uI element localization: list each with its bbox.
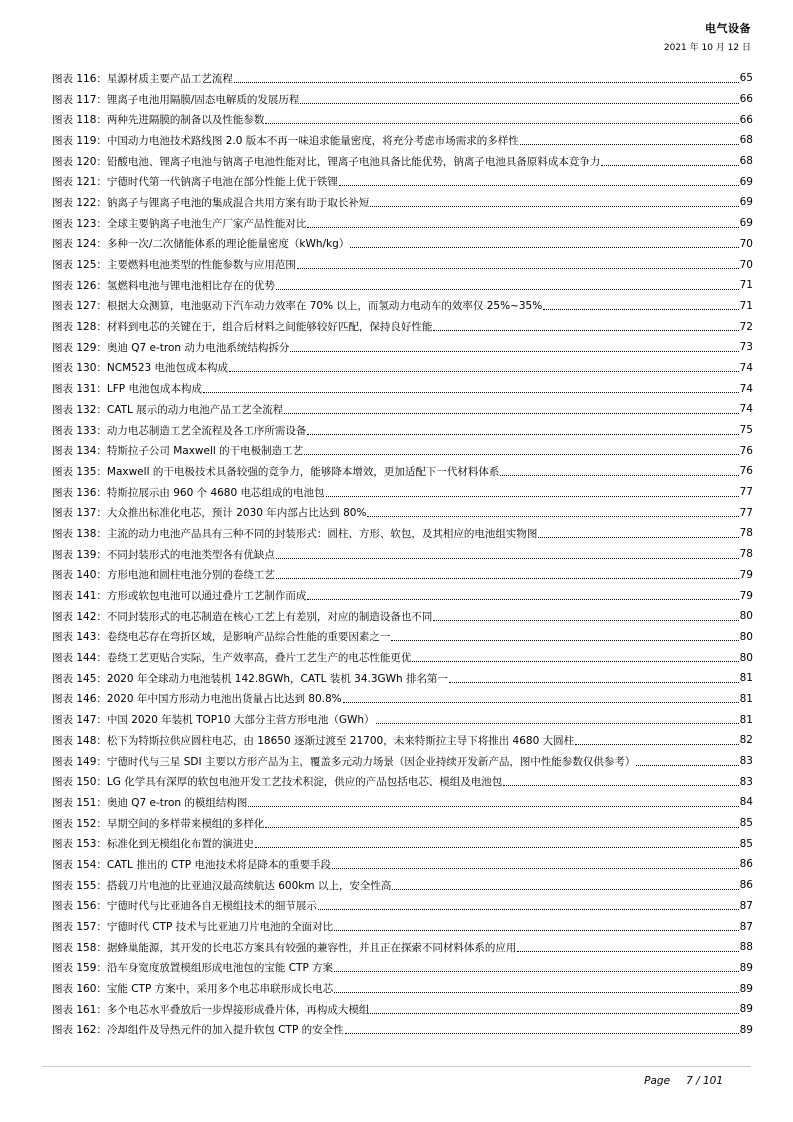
toc-entry-label: 图表 160： [52, 983, 107, 996]
toc-entry-page: 77 [739, 486, 753, 499]
toc-entry-label: 图表 147： [52, 714, 107, 727]
toc-entry-page: 79 [739, 589, 753, 602]
toc-dot-leader [284, 413, 738, 414]
toc-entry[interactable] [52, 523, 753, 544]
toc-entry-title: 方形或软包电池可以通过叠片工艺制作而成 [106, 590, 307, 603]
toc-entry-page: 78 [739, 548, 753, 561]
toc-entry-page: 80 [739, 630, 753, 643]
toc-entry[interactable] [52, 813, 753, 834]
toc-entry-title: 松下为特斯拉供应圆柱电芯，由 18650 逐渐过渡至 21700，未来特斯拉主导下将推出 4680 大圆柱 [106, 734, 575, 747]
toc-dot-leader [307, 227, 738, 228]
toc-entry-page: 68 [739, 155, 753, 168]
toc-entry-label: 图表 133： [52, 424, 107, 437]
page-number: 7 / 101 [686, 1075, 723, 1087]
toc-entry[interactable] [52, 213, 753, 234]
toc-entry-page: 85 [739, 837, 753, 850]
toc-entry-title: 多种一次/二次储能体系的理论能量密度（kWh/kg） [106, 238, 350, 251]
toc-entry-label: 图表 153： [52, 838, 107, 851]
toc-entry-label: 图表 125： [52, 259, 107, 272]
toc-entry-page: 79 [739, 568, 753, 581]
toc-entry-page: 70 [739, 237, 753, 250]
toc-entry[interactable] [52, 668, 753, 689]
toc-entry-title: 动力电芯制造工艺全流程及各工序所需设备 [106, 424, 307, 437]
toc-entry[interactable] [52, 109, 753, 130]
toc-entry-title: 宁德时代与三星 SDI 主要以方形产品为主，覆盖多元动力场景（因企业持续开发新产品，图中性能参数仅供参考） [106, 755, 636, 768]
toc-entry-page: 76 [739, 465, 753, 478]
toc-dot-leader [520, 144, 739, 145]
toc-entry-title: 钠离子与锂离子电池的集成混合共用方案有助于取长补短 [106, 196, 370, 209]
toc-entry-title: LG 化学具有深厚的软包电池开发工艺技术积淀，供应的产品包括电芯、模组及电池包 [106, 776, 503, 789]
toc-dot-leader [326, 496, 739, 497]
toc-dot-leader [350, 247, 738, 248]
toc-entry-page: 83 [739, 775, 753, 788]
toc-entry[interactable] [52, 461, 753, 482]
toc-entry-label: 图表 121： [52, 176, 107, 189]
toc-entry[interactable] [52, 689, 753, 710]
toc-entry-title: CATL 展示的动力电池产品工艺全流程 [106, 403, 284, 416]
toc-entry-label: 图表 151： [52, 796, 107, 809]
toc-entry-label: 图表 131： [52, 383, 107, 396]
toc-entry-title: 方形电池和圆柱电池分别的卷绕工艺 [106, 569, 275, 582]
toc-entry-page: 74 [739, 361, 753, 374]
toc-entry-label: 图表 139： [52, 548, 107, 561]
toc-dot-leader [376, 723, 739, 724]
toc-dot-leader [503, 785, 738, 786]
toc-entry-page: 73 [739, 341, 753, 354]
toc-entry-title: 奥迪 Q7 e-tron 动力电池系统结构拆分 [106, 341, 290, 354]
toc-entry-page: 89 [739, 1003, 753, 1016]
toc-entry-page: 86 [739, 858, 753, 871]
toc-dot-leader [433, 330, 738, 331]
toc-entry-title: 锂离子电池用隔膜/固态电解质的发展历程 [106, 93, 300, 106]
toc-entry-page: 89 [739, 961, 753, 974]
toc-entry[interactable] [52, 771, 753, 792]
toc-entry-title: 卷绕电芯存在弯折区域，是影响产品综合性能的重要因素之一 [106, 631, 391, 644]
report-date: 2021 年 10 月 12 日 [663, 43, 751, 53]
toc-entry[interactable] [52, 854, 753, 875]
toc-entry-page: 81 [739, 672, 753, 685]
toc-dot-leader [255, 847, 739, 848]
toc-entry-label: 图表 149： [52, 755, 107, 768]
toc-entry-title: 主要燃料电池类型的性能参数与应用范围 [106, 259, 296, 272]
toc-entry[interactable] [52, 627, 753, 648]
toc-entry[interactable] [52, 544, 753, 565]
toc-entry[interactable] [52, 378, 753, 399]
toc-dot-leader [339, 185, 739, 186]
toc-entry-page: 78 [739, 527, 753, 540]
footer-divider [42, 1066, 751, 1067]
toc-dot-leader [345, 1033, 739, 1034]
toc-entry-label: 图表 124： [52, 238, 107, 251]
toc-entry-label: 图表 159： [52, 962, 107, 975]
toc-entry-label: 图表 161： [52, 1003, 107, 1016]
toc-entry-page: 87 [739, 920, 753, 933]
toc-dot-leader [391, 640, 738, 641]
toc-entry-page: 83 [739, 755, 753, 768]
toc-dot-leader [203, 392, 739, 393]
toc-entry-title: 中国动力电池技术路线图 2.0 版本不再一味追求能量密度，将充分考虑市场需求的多样性 [106, 134, 519, 147]
toc-entry[interactable] [52, 978, 753, 999]
toc-entry-title: 全球主要钠离子电池生产厂家产品性能对比 [106, 217, 307, 230]
toc-entry[interactable] [52, 1020, 753, 1041]
toc-entry-title: 据蜂巢能源，其开发的长电芯方案具有较强的兼容性，并且正在探索不同材料体系的应用 [106, 941, 517, 954]
toc-entry[interactable] [52, 502, 753, 523]
toc-entry[interactable] [52, 875, 753, 896]
toc-dot-leader [276, 558, 739, 559]
toc-entry-page: 69 [739, 217, 753, 230]
toc-entry-label: 图表 145： [52, 672, 107, 685]
toc-entry-label: 图表 122： [52, 196, 107, 209]
toc-entry-page: 70 [739, 258, 753, 271]
toc-dot-leader [543, 309, 738, 310]
toc-entry[interactable] [52, 440, 753, 461]
toc-entry-page: 65 [739, 72, 753, 85]
toc-dot-leader [370, 1013, 738, 1014]
toc-entry[interactable] [52, 896, 753, 917]
toc-dot-leader [601, 165, 738, 166]
toc-entry-label: 图表 158： [52, 941, 107, 954]
toc-entry-label: 图表 144： [52, 652, 107, 665]
toc-entry-page: 69 [739, 175, 753, 188]
toc-dot-leader [334, 992, 738, 993]
toc-entry-label: 图表 150： [52, 776, 107, 789]
toc-dot-leader [334, 930, 738, 931]
toc-entry-title: 氢燃料电池与锂电池相比存在的优势 [106, 279, 275, 292]
toc-dot-leader [290, 351, 738, 352]
toc-entry-label: 图表 118： [52, 114, 107, 127]
toc-entry-title: NCM523 电池包成本构成 [106, 362, 229, 375]
toc-dot-leader [332, 868, 739, 869]
toc-dot-leader [248, 806, 738, 807]
toc-entry-page: 86 [739, 879, 753, 892]
toc-entry[interactable] [52, 68, 753, 89]
toc-entry[interactable] [52, 482, 753, 503]
toc-entry-title: 材料到电芯的关键在于，组合后材料之间能够较好匹配，保持良好性能 [106, 321, 433, 334]
toc-dot-leader [636, 765, 738, 766]
toc-entry-page: 80 [739, 651, 753, 664]
table-of-figures [52, 68, 753, 1040]
toc-entry[interactable] [52, 316, 753, 337]
toc-entry[interactable] [52, 792, 753, 813]
toc-dot-leader [343, 702, 739, 703]
toc-entry-page: 81 [739, 713, 753, 726]
toc-entry[interactable] [52, 751, 753, 772]
toc-dot-leader [276, 578, 739, 579]
toc-entry-label: 图表 134： [52, 445, 107, 458]
toc-entry-label: 图表 127： [52, 300, 107, 313]
toc-entry-title: 奥迪 Q7 e-tron 的模组结构图 [106, 796, 248, 809]
toc-dot-leader [412, 661, 738, 662]
toc-entry[interactable] [52, 709, 753, 730]
toc-entry-label: 图表 152： [52, 817, 107, 830]
toc-entry-page: 89 [739, 982, 753, 995]
toc-entry-title: 中国 2020 年装机 TOP10 大部分主营方形电池（GWh） [106, 714, 375, 727]
toc-entry[interactable] [52, 730, 753, 751]
toc-entry-page: 85 [739, 817, 753, 830]
toc-dot-leader [234, 82, 739, 83]
toc-entry-title: 不同封装形式的电芯制造在核心工艺上有差别，对应的制造设备也不同 [106, 610, 433, 623]
toc-dot-leader [318, 909, 739, 910]
toc-dot-leader [229, 371, 739, 372]
toc-entry-label: 图表 141： [52, 590, 107, 603]
toc-dot-leader [307, 434, 738, 435]
toc-entry-label: 图表 140： [52, 569, 107, 582]
toc-dot-leader [500, 475, 738, 476]
toc-entry-page: 82 [739, 734, 753, 747]
toc-dot-leader [300, 103, 738, 104]
toc-entry-page: 75 [739, 424, 753, 437]
toc-entry-label: 图表 129： [52, 341, 107, 354]
toc-entry-page: 71 [739, 299, 753, 312]
toc-entry-page: 89 [739, 1023, 753, 1036]
toc-entry[interactable] [52, 937, 753, 958]
toc-entry-title: 搭载刀片电池的比亚迪汉最高续航达 600km 以上，安全性高 [106, 879, 392, 892]
toc-entry-label: 图表 126： [52, 279, 107, 292]
toc-dot-leader [265, 827, 738, 828]
page-indicator [644, 1075, 723, 1087]
toc-dot-leader [392, 889, 738, 890]
toc-entry-page: 74 [739, 403, 753, 416]
toc-entry[interactable] [52, 916, 753, 937]
toc-entry-title: 多个电芯水平叠放后一步焊接形成叠片体，再构成大模组 [106, 1003, 370, 1016]
toc-entry-label: 图表 146： [52, 693, 107, 706]
toc-entry-label: 图表 162： [52, 1024, 107, 1037]
toc-entry-title: 特斯拉子公司 Maxwell 的干电极制造工艺 [106, 445, 304, 458]
toc-dot-leader [307, 599, 738, 600]
toc-entry-page: 77 [739, 506, 753, 519]
toc-entry-page: 88 [739, 941, 753, 954]
toc-entry-title: 不同封装形式的电池类型各有优缺点 [106, 548, 275, 561]
toc-entry-title: 卷绕工艺更贴合实际，生产效率高，叠片工艺生产的电芯性能更优 [106, 652, 412, 665]
toc-entry-title: 大众推出标准化电芯，预计 2030 年内部占比达到 80% [106, 507, 367, 520]
toc-entry-page: 72 [739, 320, 753, 333]
toc-entry-title: 2020 年中国方形动力电池出货量占比达到 80.8% [106, 693, 342, 706]
toc-entry[interactable] [52, 647, 753, 668]
toc-entry-page: 66 [739, 113, 753, 126]
toc-entry-page: 68 [739, 134, 753, 147]
toc-entry-page: 76 [739, 444, 753, 457]
toc-entry[interactable] [52, 171, 753, 192]
toc-entry[interactable] [52, 606, 753, 627]
toc-entry-title: 早期空间的多样带来模组的多样化 [106, 817, 265, 830]
toc-entry-title: 星源材质主要产品工艺流程 [106, 72, 233, 85]
toc-entry-label: 图表 156： [52, 900, 107, 913]
toc-entry-title: LFP 电池包成本构成 [106, 383, 202, 396]
toc-entry-label: 图表 154： [52, 858, 107, 871]
toc-dot-leader [265, 123, 738, 124]
toc-dot-leader [297, 268, 739, 269]
toc-entry-label: 图表 117： [52, 93, 107, 106]
toc-entry-title: 2020 年全球动力电池装机 142.8GWh，CATL 装机 34.3GWh 排名第一 [106, 672, 449, 685]
toc-entry[interactable] [52, 399, 753, 420]
toc-dot-leader [517, 951, 738, 952]
toc-entry-title: 宝能 CTP 方案中，采用多个电芯串联形成长电芯 [106, 983, 334, 996]
toc-entry-label: 图表 120： [52, 155, 107, 168]
toc-entry-title: 主流的动力电池产品具有三种不同的封装形式：圆柱、方形、软包，及其相应的电池组实物图 [106, 527, 538, 540]
toc-entry[interactable] [52, 130, 753, 151]
toc-dot-leader [304, 454, 738, 455]
toc-entry-label: 图表 157： [52, 921, 107, 934]
toc-entry[interactable] [52, 89, 753, 110]
toc-entry-title: 冷却组件及导热元件的加入提升软包 CTP 的安全性 [106, 1024, 344, 1037]
toc-entry-label: 图表 128： [52, 321, 107, 334]
toc-entry-page: 71 [739, 279, 753, 292]
toc-entry-page: 87 [739, 899, 753, 912]
toc-entry-title: 宁德时代与比亚迪各自无模组技术的细节展示 [106, 900, 317, 913]
toc-entry-label: 图表 123： [52, 217, 107, 230]
toc-entry[interactable] [52, 275, 753, 296]
toc-dot-leader [334, 971, 738, 972]
report-section-title: 电气设备 [705, 22, 751, 35]
toc-entry[interactable] [52, 151, 753, 172]
toc-entry-title: 特斯拉展示由 960 个 4680 电芯组成的电池包 [106, 486, 325, 499]
toc-entry[interactable] [52, 337, 753, 358]
toc-entry[interactable] [52, 254, 753, 275]
toc-dot-leader [276, 289, 739, 290]
toc-entry-title: 两种先进隔膜的制备以及性能参数 [106, 114, 265, 127]
toc-entry-title: Maxwell 的干电极技术具备较强的竞争力，能够降本增效，更加适配下一代材料体系 [106, 465, 500, 478]
toc-entry-page: 81 [739, 692, 753, 705]
toc-entry-page: 84 [739, 796, 753, 809]
toc-entry[interactable] [52, 585, 753, 606]
toc-entry-label: 图表 130： [52, 362, 107, 375]
toc-entry[interactable] [52, 958, 753, 979]
toc-entry-label: 图表 116： [52, 72, 107, 85]
toc-entry-label: 图表 132： [52, 403, 107, 416]
toc-entry[interactable] [52, 565, 753, 586]
toc-entry-page: 69 [739, 196, 753, 209]
page-label: Page [644, 1075, 671, 1087]
toc-entry[interactable] [52, 420, 753, 441]
toc-entry-label: 图表 142： [52, 610, 107, 623]
toc-entry[interactable] [52, 234, 753, 255]
toc-dot-leader [433, 620, 738, 621]
toc-entry[interactable] [52, 358, 753, 379]
toc-entry-page: 80 [739, 610, 753, 623]
toc-entry-page: 74 [739, 382, 753, 395]
toc-entry-label: 图表 137： [52, 507, 107, 520]
toc-entry-title: 标准化到无模组化布置的演进史 [106, 838, 254, 851]
toc-dot-leader [367, 516, 738, 517]
toc-entry-label: 图表 135： [52, 465, 107, 478]
toc-entry-title: 铅酸电池、锂离子电池与钠离子电池性能对比，锂离子电池具备比能优势，钠离子电池具备原料成本竞争力 [106, 155, 601, 168]
toc-entry-label: 图表 138： [52, 527, 107, 540]
toc-dot-leader [575, 744, 739, 745]
toc-dot-leader [370, 206, 738, 207]
toc-dot-leader [538, 537, 738, 538]
toc-entry-label: 图表 155： [52, 879, 107, 892]
toc-entry-label: 图表 143： [52, 631, 107, 644]
toc-entry-title: 宁德时代 CTP 技术与比亚迪刀片电池的全面对比 [106, 921, 334, 934]
toc-entry-title: 根据大众测算，电池驱动下汽车动力效率在 70% 以上，而氢动力电动车的效率仅 25%~35% [106, 300, 543, 313]
toc-entry[interactable] [52, 833, 753, 854]
toc-entry-title: 沿车身宽度放置模组形成电池包的宝能 CTP 方案 [106, 962, 334, 975]
toc-entry[interactable] [52, 192, 753, 213]
toc-entry-label: 图表 136： [52, 486, 107, 499]
toc-entry-page: 66 [739, 93, 753, 106]
toc-entry-label: 图表 148： [52, 734, 107, 747]
toc-entry-title: CATL 推出的 CTP 电池技术将是降本的重要手段 [106, 858, 331, 871]
toc-entry-title: 宁德时代第一代钠离子电池在部分性能上优于铁锂 [106, 176, 338, 189]
toc-entry-label: 图表 119： [52, 134, 107, 147]
toc-entry[interactable] [52, 999, 753, 1020]
toc-entry[interactable] [52, 296, 753, 317]
toc-dot-leader [449, 682, 739, 683]
